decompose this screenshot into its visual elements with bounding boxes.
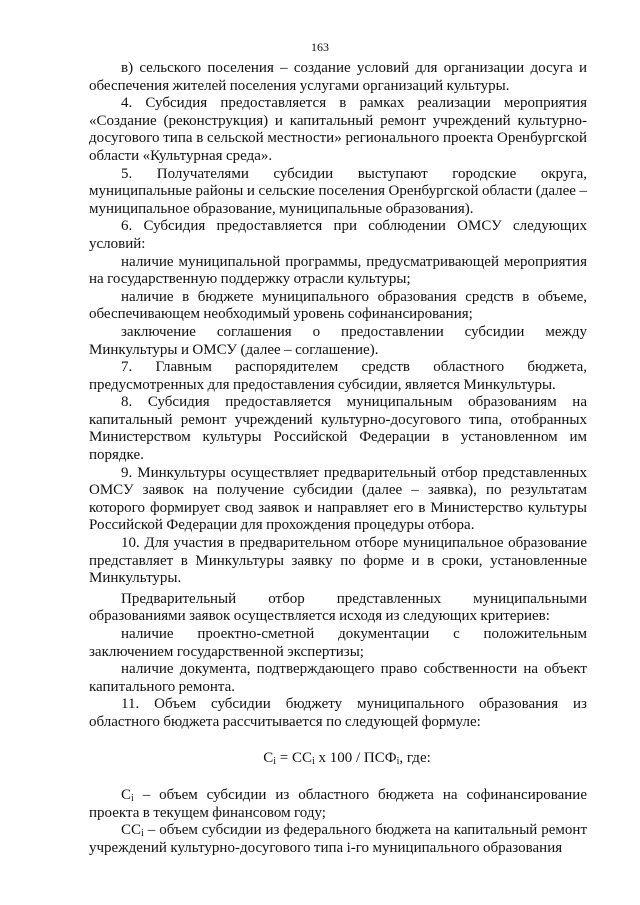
page-number: 163 bbox=[311, 40, 329, 54]
paragraph-5: 5. Получателями субсидии выступают городские округа, муниципальные районы и сельские поселения Оренбургской области (далее – муниципальное образование, муниципальные образования). bbox=[89, 165, 587, 217]
subsidy-formula: $С_i = СС_i$ х $100 / ПСФ_i$, где: bbox=[263, 749, 431, 767]
condition-agreement: заключение соглашения о предоставлении субсидии между Минкультуры и ОМСУ (далее – соглашение). bbox=[89, 323, 587, 358]
paragraph-9: 9. Минкультуры осуществляет предварительный отбор представленных ОМСУ заявок на получение субсидии (далее – заявка), по результатам которого формирует свод заявок и направляет его в Министерство культуры Российской Федерации для прохождения процедуры отбора. bbox=[89, 464, 587, 534]
criterion-ownership-document: наличие документа, подтверждающего право собственности на объект капитального ремонта. bbox=[89, 661, 587, 695]
condition-budget-funds: наличие в бюджете муниципального образования средств в объеме, обеспечивающем необходимый уровень софинансирования; bbox=[89, 288, 587, 323]
paragraph-preliminary-selection: Предварительный отбор представленных муниципальными образованиями заявок осуществляется исходя из следующих критериев: bbox=[89, 590, 587, 625]
condition-municipal-program: наличие муниципальной программы, предусматривающей мероприятия на государственную поддержку отрасли культуры; bbox=[89, 253, 587, 288]
definition-cci: $СС_i$ – объем субсидии из федерального бюджета на капитальный ремонт учреждений культурно-досугового типа i-го муниципального образования bbox=[89, 822, 587, 856]
paragraph-4: 4. Субсидия предоставляется в рамках реализации мероприятия «Создание (реконструкция) и капитальный ремонт учреждений культурно-досугового типа в сельской местности» регионального проекта Оренбургской области «Культурная среда». bbox=[89, 95, 587, 164]
paragraph-7: 7. Главным распорядителем средств областного бюджета, предусмотренных для предоставления субсидии, является Минкультуры. bbox=[89, 359, 587, 393]
paragraph-8: 8. Субсидия предоставляется муниципальным образованиям на капитальный ремонт учреждений культурно-досугового типа, отобранных Министерством культуры Российской Федерации в установленном им порядке. bbox=[89, 394, 587, 464]
document-body bbox=[89, 60, 587, 858]
criterion-design-documentation: наличие проектно-сметной документации с положительным заключением государственной экспертизы; bbox=[89, 626, 587, 660]
definition-ci: $С_i$ – объем субсидии из областного бюджета на софинансирование проекта в текущем финансовом году; bbox=[89, 787, 587, 821]
paragraph-6: 6. Субсидия предоставляется при соблюдении ОМСУ следующих условий: bbox=[89, 218, 587, 252]
paragraph-3v: в) сельского поселения – создание условий для организации досуга и обеспечения жителей поселения услугами организаций культуры. bbox=[89, 60, 587, 94]
paragraph-11: 11. Объем субсидии бюджету муниципального образования из областного бюджета рассчитывается по следующей формуле: bbox=[89, 696, 587, 730]
paragraph-10: 10. Для участия в предварительном отборе муниципальное образование представляет в Минкультуры заявку по форме и в сроки, установленные Минкультуры. bbox=[89, 535, 587, 587]
